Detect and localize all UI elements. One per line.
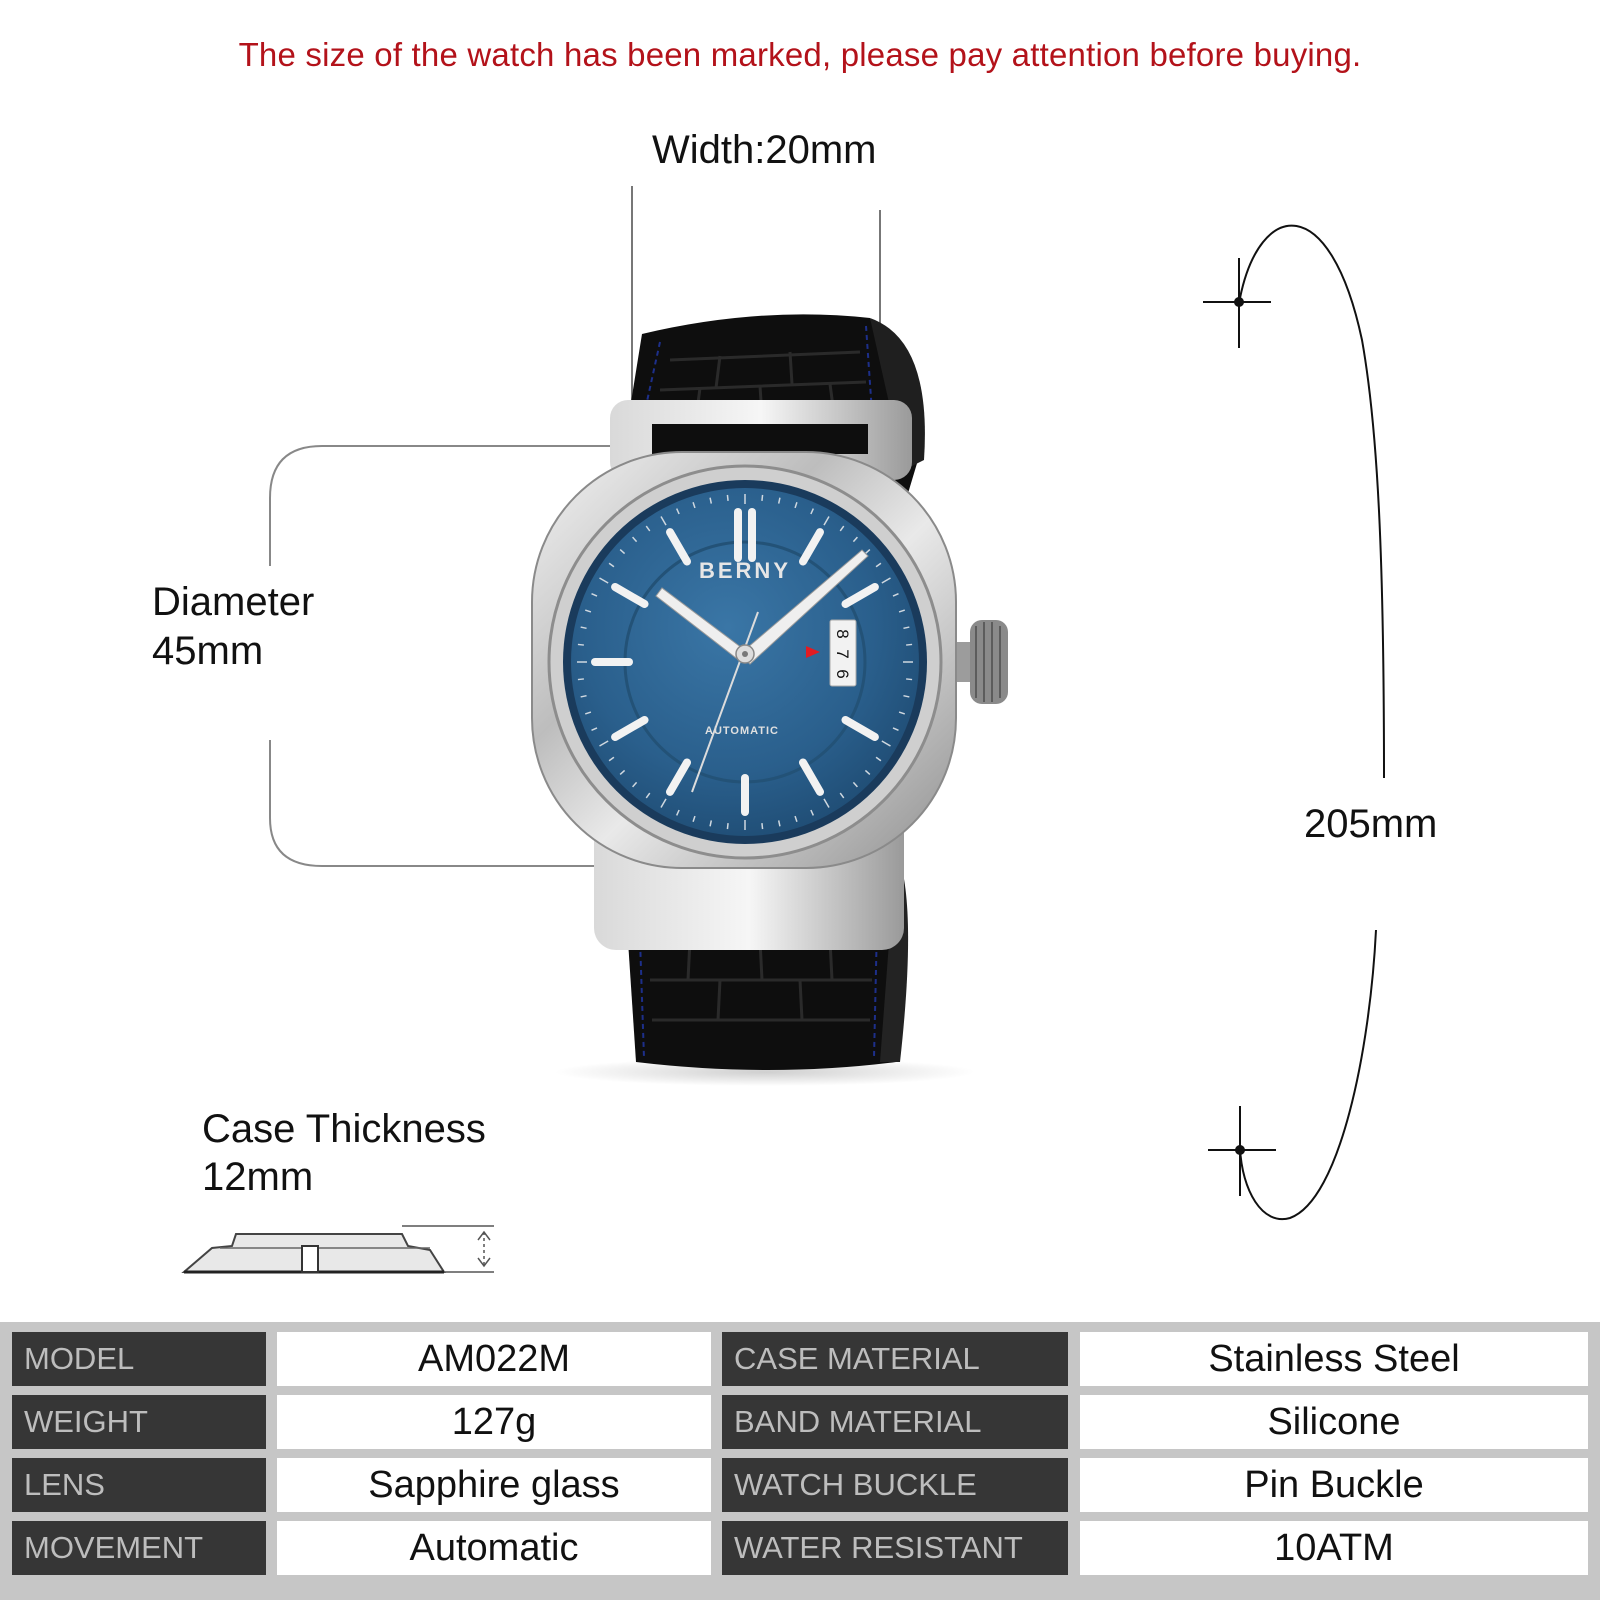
spec-left-label: WEIGHT — [12, 1395, 266, 1449]
minute-tick — [727, 495, 728, 501]
minute-tick — [762, 823, 763, 829]
minute-tick — [762, 495, 763, 501]
minute-tick — [906, 644, 912, 645]
spec-right-label: BAND MATERIAL — [722, 1395, 1068, 1449]
spec-table — [0, 1322, 1600, 1600]
strap-width-label: Width:20mm — [652, 128, 877, 172]
spec-right-value: Silicone — [1080, 1395, 1588, 1449]
spec-right-value: Stainless Steel — [1080, 1332, 1588, 1386]
spec-left-label: MODEL — [12, 1332, 266, 1386]
minute-tick — [906, 679, 912, 680]
spec-left-value: 127g — [277, 1395, 711, 1449]
diameter-value: 45mm — [152, 629, 264, 673]
spec-right-label: WATCH BUCKLE — [722, 1458, 1068, 1512]
spec-left-label: MOVEMENT — [12, 1521, 266, 1575]
thickness-value: 12mm — [202, 1155, 314, 1199]
date-digit-1: 8 — [833, 629, 852, 639]
spec-left-value: AM022M — [277, 1332, 711, 1386]
length-arc-top — [1240, 226, 1384, 778]
minute-tick — [578, 679, 584, 680]
spec-left-value: Automatic — [277, 1521, 711, 1575]
size-notice: The size of the watch has been marked, please pay attention before buying. — [238, 36, 1362, 73]
spec-right-label: CASE MATERIAL — [722, 1332, 1068, 1386]
case-thickness-diagram — [184, 1226, 494, 1272]
spec-left-label: LENS — [12, 1458, 266, 1512]
thickness-title: Case Thickness — [202, 1107, 486, 1151]
diameter-title: Diameter — [152, 580, 315, 624]
spec-right-value: Pin Buckle — [1080, 1458, 1588, 1512]
minute-tick — [727, 823, 728, 829]
spec-right-label: WATER RESISTANT — [722, 1521, 1068, 1575]
spec-right-value: 10ATM — [1080, 1521, 1588, 1575]
date-digit-2: 7 — [833, 649, 852, 659]
date-digit-3: 6 — [833, 669, 852, 679]
crosshair-bottom-icon — [1208, 1106, 1276, 1196]
strap-length-label: 205mm — [1304, 802, 1438, 846]
dial-automatic-text: AUTOMATIC — [705, 725, 779, 737]
crown-icon — [952, 620, 1008, 704]
length-arc-bottom — [1240, 930, 1376, 1219]
spec-left-value: Sapphire glass — [277, 1458, 711, 1512]
minute-tick — [578, 644, 584, 645]
crosshair-top-icon — [1203, 258, 1271, 348]
strap-top-gap — [652, 424, 868, 454]
brand-logo: BERNY — [698, 558, 792, 583]
